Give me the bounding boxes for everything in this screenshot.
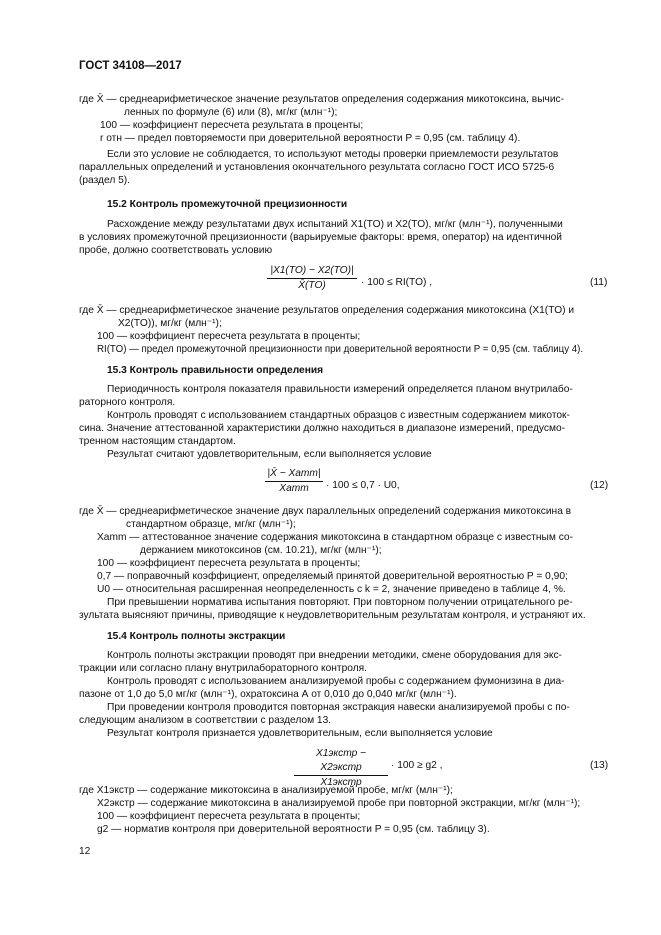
definition-line: 100 — коэффициент пересчета результата в проценты;	[97, 811, 361, 822]
definition-line: держанием микотоксинов (см. 10.21), мг/кг (млн⁻¹);	[140, 545, 382, 556]
formula-tail: · 100 ≤ 0,7 · U0,	[326, 480, 400, 491]
definition-line: где X1экстр — содержание микотоксина в анализируемой пробе, мг/кг (млн⁻¹);	[79, 785, 453, 796]
formula-denominator: X̄(TO)	[298, 280, 326, 291]
formula-number: (12)	[590, 480, 609, 491]
definition-line: r отн — предел повторяемости при доверительной вероятности P = 0,95 (см. таблицу 4).	[100, 133, 521, 144]
paragraph-line: зультата выясняют причины, приводящие к неудовлетворительным результатам контроля, и устраняют их.	[79, 610, 586, 621]
definition-line: где X̄ — среднеарифметическое значение результатов определения содержания микотоксина (X1(TO) и	[79, 305, 575, 316]
paragraph-line: Результат считают удовлетворительным, если выполняется условие	[107, 449, 432, 460]
paragraph-line: пробе, должно соответствовать условию	[79, 245, 273, 256]
paragraph-line: (раздел 5).	[79, 175, 130, 186]
formula-tail: · 100 ≤ RI(TO) ,	[361, 277, 433, 288]
section-heading-15-3: 15.3 Контроль правильности определения	[107, 365, 324, 376]
formula-number: (11)	[590, 277, 608, 288]
document-header: ГОСТ 34108—2017	[79, 60, 182, 72]
definition-line: 100 — коэффициент пересчета результата в проценты;	[97, 558, 361, 569]
paragraph-line: Расхождение между результатами двух испытаний X1(TO) и X2(TO), мг/кг (млн⁻¹), полученными	[107, 219, 563, 230]
paragraph-line: Если это условие не соблюдается, то используют методы проверки приемлемости результатов	[107, 149, 559, 160]
definition-line: RI(TO) — предел промежуточной прецизионности при доверительной вероятности P = 0,95 (см. таблицу 4).	[97, 344, 584, 355]
formula-numerator: |X1(TO) − X2(TO)|	[270, 265, 354, 276]
definition-line: где X̄ — среднеарифметическое значение двух параллельных определений содержания микотоксина в	[79, 506, 572, 517]
definition-line: стандартном образце, мг/кг (млн⁻¹);	[126, 519, 296, 530]
paragraph-line: Контроль проводят с использованием анализируемой пробы с содержанием фумонизина в диа-	[107, 676, 565, 687]
paragraph-line: пазоне от 1,0 до 5,0 мг/кг (млн⁻¹), охратоксина А от 0,010 до 0,040 мг/кг (млн⁻¹).	[79, 689, 457, 700]
paragraph-line: Результат контроля признается удовлетворительным, если выполняется условие	[107, 728, 493, 739]
paragraph-line: Периодичность контроля показателя правильности измерений определяется планом внутрилабо-	[107, 384, 573, 395]
definition-line: U0 — относительная расширенная неопределенность с k = 2, значение приведено в таблице 4, %.	[97, 584, 566, 595]
paragraph-line: тренном настоящим стандартом.	[79, 436, 236, 447]
paragraph-line: параллельных определений и установления окончательного результата согласно ГОСТ ИСО 5725-6	[79, 162, 555, 173]
paragraph-line: При превышении норматива испытания повторяют. При повторном получении отрицательного ре-	[107, 597, 573, 608]
page-number: 12	[79, 846, 91, 857]
paragraph-line: тракции или согласно плану внутрилабораторного контроля.	[79, 663, 367, 674]
formula-12-fraction	[265, 467, 323, 496]
section-heading-15-2: 15.2 Контроль промежуточной прецизионности	[107, 199, 348, 210]
paragraph-line: Контроль проводят с использованием стандартных образцов с известным содержанием микоток-	[107, 410, 570, 421]
paragraph-line: раторного контроля.	[79, 397, 176, 408]
formula-denominator: Xamm	[279, 483, 309, 494]
paragraph-line: При проведении контроля проводится повторная экстракция навески анализируемой пробы с по-	[107, 702, 570, 713]
definition-line: 100 — коэффициент пересчета результата в проценты;	[97, 331, 361, 342]
formula-11-fraction	[267, 264, 357, 293]
section-heading-15-4: 15.4 Контроль полноты экстракции	[107, 631, 286, 642]
definition-line: X2экстр — содержание микотоксина в анализируемой пробе при повторной экстракции, мг/кг (млн⁻¹);	[97, 798, 581, 809]
definition-line: Xamm — аттестованное значение содержания микотоксина в стандартном образце с известным со-	[97, 532, 573, 543]
definition-line: g2 — норматив контроля при доверительной вероятности P = 0,95 (см. таблицу 3).	[97, 824, 490, 835]
definition-line: где X̄ — среднеарифметическое значение результатов определения содержания микотоксина, вычис-	[79, 94, 564, 105]
paragraph-line: Контроль полноты экстракции проводят при внедрении методики, смене оборудования для экс-	[107, 650, 562, 661]
formula-tail: · 100 ≥ g2 ,	[391, 760, 443, 771]
definition-line: X2(TO)), мг/кг (млн⁻¹);	[118, 318, 222, 329]
paragraph-line: сина. Значение аттестованной характеристики должно находиться в диапазоне измерений, предусмо-	[79, 423, 566, 434]
definition-line: 100 — коэффициент пересчета результата в проценты;	[100, 120, 364, 131]
formula-denominator: X1экстр	[320, 777, 362, 788]
paragraph-line: следующим анализом в соответствии с разделом 13.	[79, 715, 332, 726]
definition-line: ленных по формуле (6) или (8), мг/кг (млн⁻¹);	[124, 107, 338, 118]
formula-numerator: X1экстр − X2экстр	[315, 748, 367, 773]
formula-number: (13)	[590, 760, 609, 771]
paragraph-line: в условиях промежуточной прецизионности (варьируемые факторы: время, оператор) на идентичной	[79, 232, 562, 243]
formula-numerator: |X̄ − Xamm|	[267, 468, 321, 479]
definition-line: 0,7 — поправочный коэффициент, определяемый принятой доверительной вероятностью P = 0,90;	[97, 571, 568, 582]
